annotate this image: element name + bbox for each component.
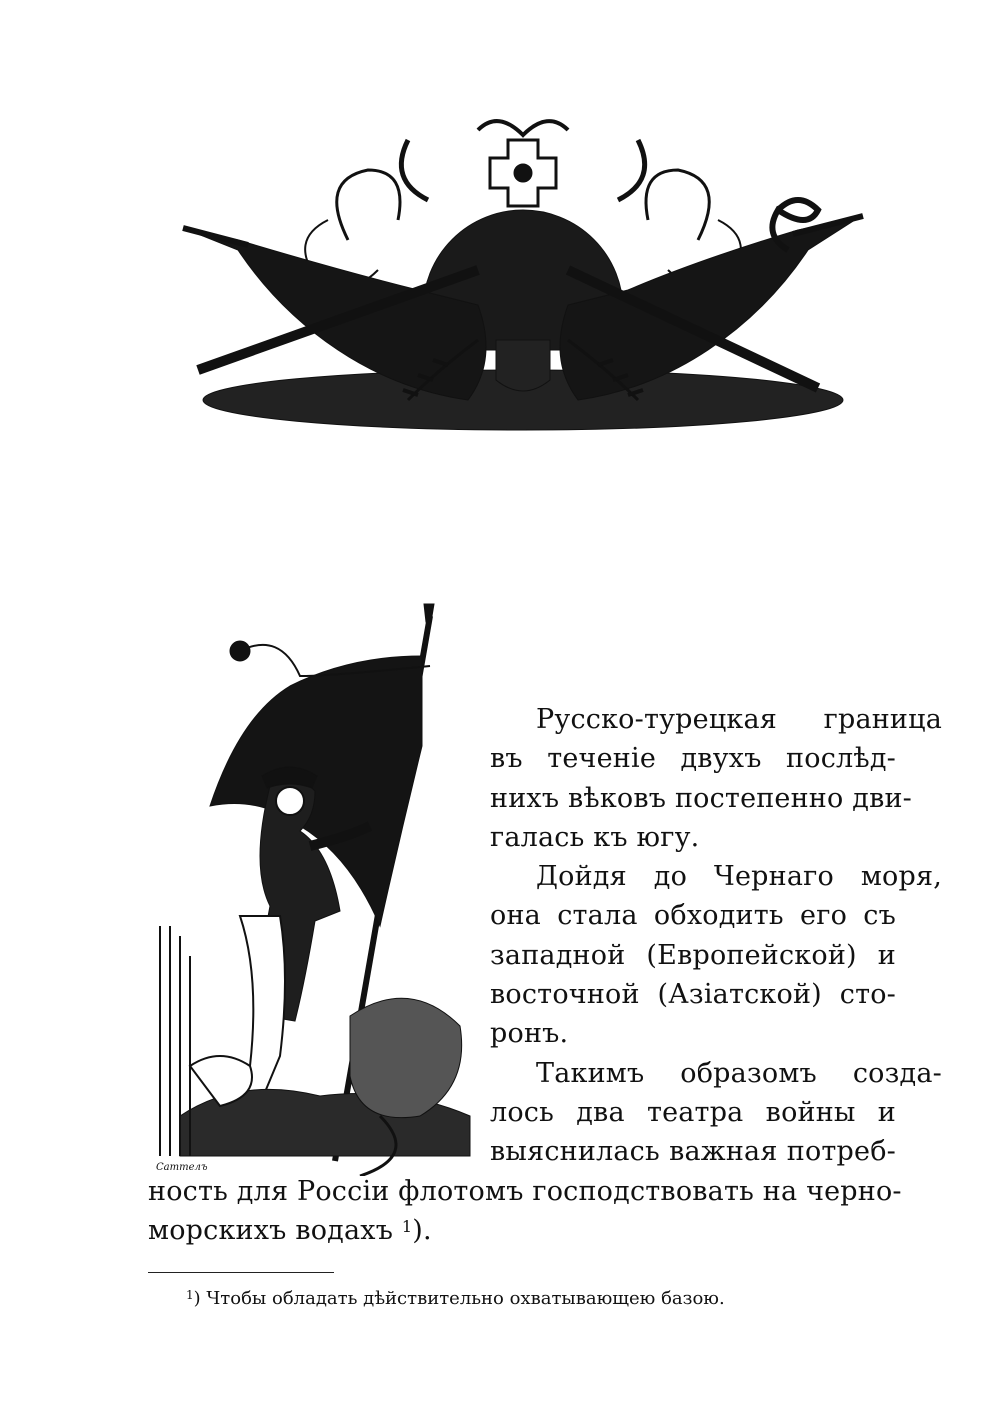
body-text [148, 700, 942, 1250]
text-line: лось два театра войны и [490, 1096, 896, 1128]
footnote-divider [148, 1272, 334, 1273]
text-line: Такимъ образомъ созда- [536, 1057, 942, 1089]
headpiece-ornament [178, 100, 868, 460]
text-line-last [148, 1211, 896, 1250]
text-line: галась къ югу. [490, 821, 700, 853]
text-line: восточной (Азіатской) сто- [490, 979, 896, 1011]
text-line: выяснилась важная потреб- [490, 1136, 896, 1168]
text-line: въ теченіе двухъ послѣд- [490, 743, 896, 775]
text-line: морскихъ водахъ [148, 1214, 394, 1246]
footnote-text: ) Чтобы обладать дѣйствительно охватывающею базою. [193, 1288, 725, 1309]
text-closing: ). [412, 1214, 432, 1246]
text-line: Русско-турецкая граница [536, 704, 942, 735]
artist-signature: Саттелъ [156, 1162, 208, 1173]
footnote-reference[interactable]: 1 [401, 1216, 413, 1236]
text-line: ронъ. [490, 1018, 569, 1050]
text-line: западной (Европейской) и [490, 939, 896, 971]
footnote [186, 1288, 886, 1309]
text-line: Дойдя до Чернаго моря, [536, 861, 942, 893]
text-line: нихъ вѣковъ постепенно дви- [490, 782, 912, 814]
footnote-marker: 1 [186, 1288, 194, 1302]
text-line: ность для Россіи флотомъ господствовать на черно- [148, 1175, 902, 1207]
text-line: она стала обходить его съ [490, 900, 896, 932]
